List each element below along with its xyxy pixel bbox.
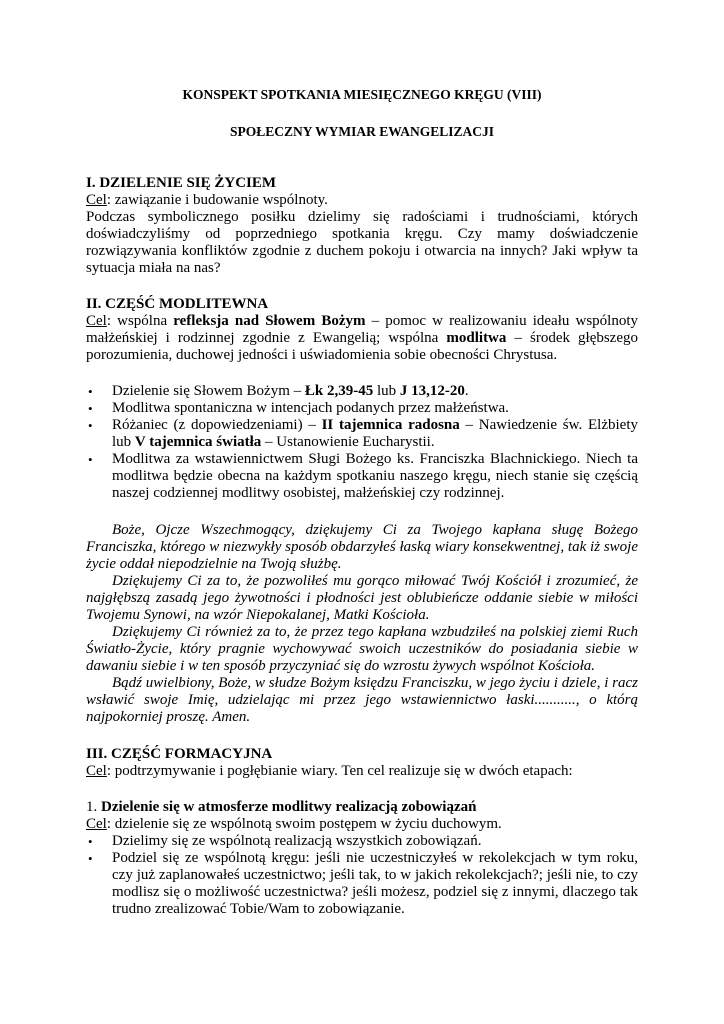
subsection-title bbox=[86, 799, 638, 816]
goal-text: : dzielenie się ze wspólnotą swoim postępem w życiu duchowym. bbox=[106, 816, 502, 832]
section-heading: III. CZĘŚĆ FORMACYJNA bbox=[86, 746, 273, 762]
bullet-icon: • bbox=[88, 851, 93, 866]
prayer-paragraph: Bądź uwielbiony, Boże, w słudze Bożym księdzu Franciszku, w jego życiu i dziele, i racz wsławić swoje Imię, udzielając mi przez jego wstawiennictwo łaski..........., o którą najpokorniej proszę. Amen. bbox=[86, 675, 638, 725]
formation-list bbox=[86, 833, 638, 918]
prayer-paragraph: Dziękujemy Ci również za to, że przez tego kapłana wzbudziłeś na polskiej ziemi Ruch Światło-Życie, który pragnie wychowywać swoich uczestników do posiadania siebie w dawaniu siebie i w ten sposób przyczyniać się do wzrostu żywych wspólnot Kościoła. bbox=[86, 624, 638, 674]
prayer-text bbox=[86, 522, 638, 726]
goal-bold: modlitwa bbox=[446, 330, 507, 346]
section-heading: II. CZĘŚĆ MODLITEWNA bbox=[86, 296, 269, 312]
goal-text: : wspólna bbox=[106, 313, 174, 329]
section-heading: I. DZIELENIE SIĘ ŻYCIEM bbox=[86, 175, 277, 191]
item-text: Podziel się ze wspólnotą kręgu: jeśli nie uczestniczyłeś w rekolekcjach w tym roku, czy już zaplanowałeś uczestnictwo; jeśli tak, to w jakich rekolekcjach?; jeśli nie, to czy modlisz się o możliwość uczestnictwa? jeśli możesz, podziel się z innymi, dlaczego tak trudno zrealizować Tobie/Wam to zobowiązanie. bbox=[112, 850, 638, 917]
section-formation bbox=[86, 746, 638, 918]
bullet-icon: • bbox=[88, 384, 93, 399]
bullet-icon: • bbox=[88, 401, 93, 416]
prayer-paragraph: Dziękujemy Ci za to, że pozwoliłeś mu gorąco miłować Twój Kościół i zrozumieć, że najgłębszą zasadą jego żywotności i płodności jest oblubieńcze oddanie siebie w miłości Twojemu Synowi, na wzór Niepokalanej, Matki Kościoła. bbox=[86, 573, 638, 623]
section-sharing-life bbox=[86, 175, 638, 277]
item-text: Dzielimy się ze wspólnotą realizacją wszystkich zobowiązań. bbox=[112, 833, 482, 849]
list-item bbox=[86, 451, 638, 502]
item-text: – Nawiedzenie św. Elżbiety lub bbox=[112, 417, 638, 450]
subsection-goal bbox=[86, 816, 638, 833]
item-text: lub bbox=[373, 383, 400, 399]
list-item bbox=[86, 850, 638, 918]
goal-label: Cel bbox=[86, 763, 107, 779]
list-item bbox=[86, 400, 638, 417]
goal-label: Cel bbox=[86, 192, 107, 208]
item-text: Dzielenie się Słowem Bożym – bbox=[112, 383, 305, 399]
item-bold: II tajemnica radosna bbox=[321, 417, 460, 433]
goal-text: – środek głębszego porozumienia, duchowej jedności i uświadomienia sobie obecności Chrystusa. bbox=[86, 330, 638, 363]
subsection-title-text: Dzielenie się w atmosferze modlitwy realizacją zobowiązań bbox=[101, 799, 477, 815]
subsection-number: 1. bbox=[86, 799, 101, 815]
section-goal bbox=[86, 313, 638, 364]
item-text: Modlitwa za wstawiennictwem Sługi Bożego ks. Franciszka Blachnickiego. Niech ta modlitwa będzie obecna na każdym spotkaniu naszego kręgu, niech stanie się częścią naszej codziennej modlitwy osobistej, małżeńskiej czy rodzinnej. bbox=[112, 451, 638, 501]
section-prayer bbox=[86, 296, 638, 726]
goal-label: Cel bbox=[86, 313, 107, 329]
item-bold: V tajemnica światła bbox=[134, 434, 262, 450]
item-bold: J 13,12-20 bbox=[399, 383, 465, 399]
section-body: Podczas symbolicznego posiłku dzielimy się radościami i trudnościami, których doświadczyliśmy od poprzedniego spotkania kręgu. Czy mamy doświadczenie rozwiązywania konfliktów zgodnie z duchem pokoju i otwarcia na innych? Jaki wpływ ta sytuacja miała na nas? bbox=[86, 209, 638, 276]
goal-bold: refleksja nad Słowem Bożym bbox=[173, 313, 366, 329]
document-subtitle: SPOŁECZNY WYMIAR EWANGELIZACJI bbox=[229, 124, 495, 139]
list-item bbox=[86, 833, 638, 850]
item-bold: Łk 2,39-45 bbox=[304, 383, 374, 399]
goal-label: Cel bbox=[86, 816, 107, 832]
bullet-icon: • bbox=[88, 834, 93, 849]
item-text: Modlitwa spontaniczna w intencjach podanych przez małżeństwa. bbox=[112, 400, 509, 416]
item-text: Różaniec (z dopowiedzeniami) – bbox=[112, 417, 322, 433]
item-text: . bbox=[464, 383, 469, 399]
list-item bbox=[86, 383, 638, 400]
goal-text: : zawiązanie i budowanie wspólnoty. bbox=[106, 192, 328, 208]
list-item bbox=[86, 417, 638, 451]
item-text: – Ustanowienie Eucharystii. bbox=[261, 434, 435, 450]
goal-text: : podtrzymywanie i pogłębianie wiary. Ten cel realizuje się w dwóch etapach: bbox=[106, 763, 573, 779]
bullet-icon: • bbox=[88, 452, 93, 467]
goal-text: – pomoc w realizowaniu ideału wspólnoty małżeńskiej i rodzinnej zgodnie z Ewangelią; wspólna bbox=[86, 313, 638, 346]
document-title: KONSPEKT SPOTKANIA MIESIĘCZNEGO KRĘGU (VIII) bbox=[182, 87, 542, 102]
prayer-list bbox=[86, 383, 638, 502]
bullet-icon: • bbox=[88, 418, 93, 433]
section-goal bbox=[86, 763, 638, 780]
prayer-paragraph: Boże, Ojcze Wszechmogący, dziękujemy Ci za Twojego kapłana sługę Bożego Franciszka, którego w niezwykły sposób obdarzyłeś łaską wiary konsekwentnej, tak iż swoje życie oddał niepodzielnie na Twoją służbę. bbox=[86, 522, 638, 572]
section-goal bbox=[86, 192, 638, 209]
